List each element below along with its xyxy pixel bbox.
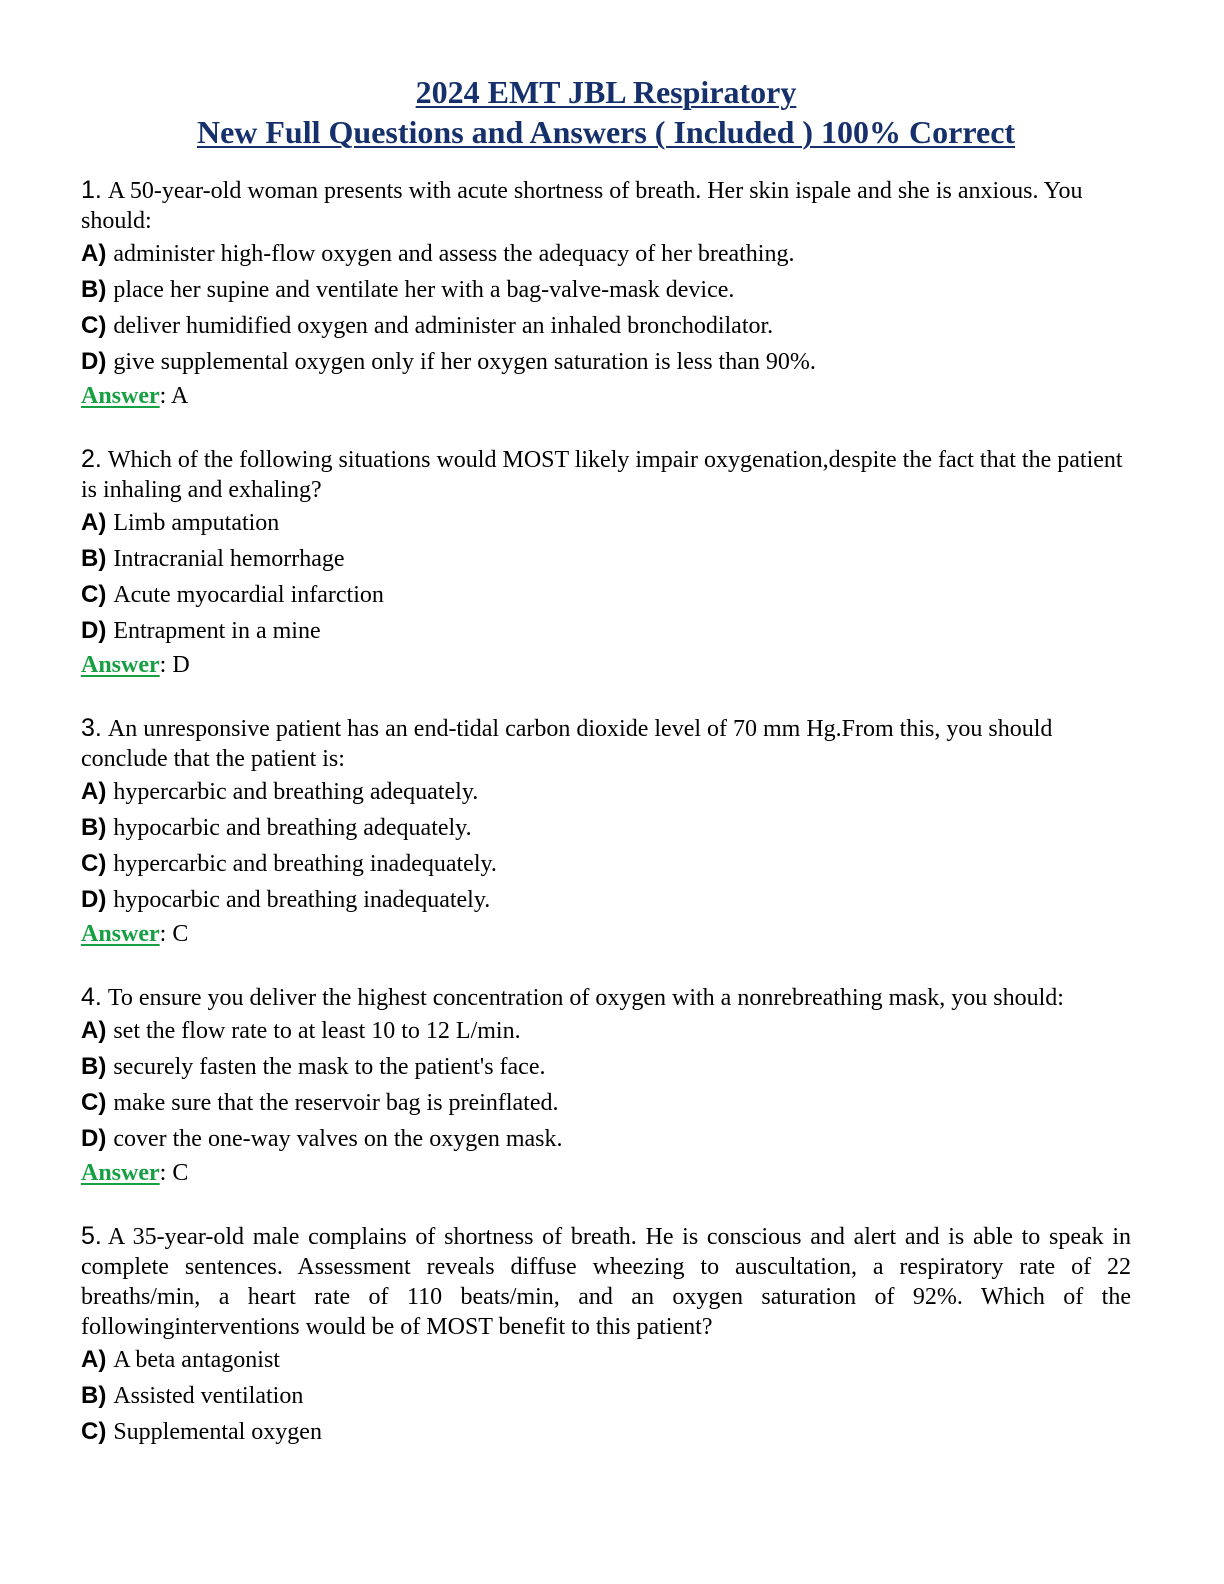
option-d <box>81 882 1131 918</box>
option-text: make sure that the reservoir bag is preinflated. <box>113 1090 559 1116</box>
question-text: A 50-year-old woman presents with acute shortness of breath. Her skin ispale and she is anxious. You should: <box>81 178 1083 234</box>
option-c <box>81 1414 1131 1450</box>
question-text: An unresponsive patient has an end-tidal carbon dioxide level of 70 mm Hg.From this, you should conclude that the patient is: <box>81 716 1053 772</box>
title-line-2: New Full Questions and Answers ( Included ) 100% Correct <box>196 114 1016 150</box>
option-c <box>81 846 1131 882</box>
option-b <box>81 541 1131 577</box>
option-letter: A) <box>81 509 107 536</box>
option-b <box>81 810 1131 846</box>
option-letter: D) <box>81 1125 107 1152</box>
option-text: Intracranial hemorrhage <box>113 546 345 572</box>
option-a <box>81 236 1131 272</box>
question-stem <box>81 175 1131 236</box>
option-letter: B) <box>81 545 107 572</box>
question-1 <box>81 175 1131 412</box>
option-letter: C) <box>81 850 107 877</box>
option-text: cover the one-way valves on the oxygen mask. <box>113 1126 563 1152</box>
option-d <box>81 1121 1131 1157</box>
option-text: A beta antagonist <box>113 1347 280 1373</box>
question-text: A 35-year-old male complains of shortness of breath. He is conscious and alert and is able to speak in complete sentences. Assessment reveals diffuse wheezing to auscultation, a respiratory rate of 22 breaths/min, a heart rate of 110 beats/min, and an oxygen saturation of 92%. Which of the followinginterventions would be of MOST benefit to this patient? <box>81 1224 1131 1340</box>
option-text: hypocarbic and breathing inadequately. <box>113 887 491 913</box>
option-d <box>81 613 1131 649</box>
option-letter: B) <box>81 276 107 303</box>
question-3 <box>81 713 1131 950</box>
option-text: deliver humidified oxygen and administer an inhaled bronchodilator. <box>113 313 774 339</box>
answer-line <box>81 380 1131 412</box>
option-letter: B) <box>81 1382 107 1409</box>
question-number: 2. <box>81 445 102 473</box>
answer-label: Answer <box>81 1160 160 1186</box>
option-a <box>81 505 1131 541</box>
option-a <box>81 1342 1131 1378</box>
option-letter: A) <box>81 1346 107 1373</box>
answer-separator: : <box>159 1160 173 1186</box>
option-letter: D) <box>81 348 107 375</box>
option-letter: B) <box>81 814 107 841</box>
option-text: hypocarbic and breathing adequately. <box>113 815 472 841</box>
question-2 <box>81 444 1131 681</box>
option-text: Acute myocardial infarction <box>113 582 384 608</box>
option-c <box>81 577 1131 613</box>
answer-separator: : <box>159 921 173 947</box>
question-text: To ensure you deliver the highest concentration of oxygen with a nonrebreathing mask, you should: <box>107 985 1064 1011</box>
option-text: administer high-flow oxygen and assess the adequacy of her breathing. <box>113 241 795 267</box>
answer-value: C <box>172 921 189 947</box>
option-text: Limb amputation <box>113 510 280 536</box>
title-line-1: 2024 EMT JBL Respiratory <box>415 74 797 110</box>
answer-label: Answer <box>81 652 160 678</box>
option-text: Assisted ventilation <box>113 1383 304 1409</box>
answer-separator: : <box>159 652 173 678</box>
option-text: hypercarbic and breathing adequately. <box>113 779 479 805</box>
answer-value: A <box>171 383 189 409</box>
option-text: securely fasten the mask to the patient's face. <box>113 1054 546 1080</box>
option-letter: D) <box>81 617 107 644</box>
option-letter: A) <box>81 1017 107 1044</box>
question-list <box>81 175 1131 1450</box>
answer-label: Answer <box>81 921 160 947</box>
question-5 <box>81 1221 1131 1450</box>
option-letter: D) <box>81 886 107 913</box>
option-a <box>81 1013 1131 1049</box>
answer-value: C <box>172 1160 189 1186</box>
option-b <box>81 272 1131 308</box>
document-page <box>81 72 1131 1482</box>
question-stem <box>81 713 1131 774</box>
option-letter: A) <box>81 778 107 805</box>
option-b <box>81 1378 1131 1414</box>
option-text: set the flow rate to at least 10 to 12 L/min. <box>113 1018 521 1044</box>
question-number: 3. <box>81 714 102 742</box>
question-stem <box>81 444 1131 505</box>
answer-line <box>81 918 1131 950</box>
option-letter: B) <box>81 1053 107 1080</box>
option-text: Entrapment in a mine <box>113 618 321 644</box>
option-letter: C) <box>81 312 107 339</box>
answer-separator: : <box>159 383 171 409</box>
question-text: Which of the following situations would MOST likely impair oxygenation,despite the fact that the patient is inhaling and exhaling? <box>81 447 1123 503</box>
question-number: 1. <box>81 176 102 204</box>
option-text: hypercarbic and breathing inadequately. <box>113 851 497 877</box>
option-a <box>81 774 1131 810</box>
answer-label: Answer <box>81 383 160 409</box>
option-text: place her supine and ventilate her with a bag-valve-mask device. <box>113 277 735 303</box>
option-b <box>81 1049 1131 1085</box>
document-title <box>71 72 1141 152</box>
question-stem <box>81 1221 1131 1342</box>
question-number: 5. <box>81 1222 102 1250</box>
option-c <box>81 1085 1131 1121</box>
option-text: give supplemental oxygen only if her oxygen saturation is less than 90%. <box>113 349 816 375</box>
question-stem <box>81 982 1131 1013</box>
option-letter: C) <box>81 1089 107 1116</box>
answer-value: D <box>172 652 190 678</box>
question-number: 4. <box>81 983 102 1011</box>
option-letter: C) <box>81 1418 107 1445</box>
option-letter: A) <box>81 240 107 267</box>
option-c <box>81 308 1131 344</box>
option-text: Supplemental oxygen <box>113 1419 322 1445</box>
question-4 <box>81 982 1131 1189</box>
answer-line <box>81 649 1131 681</box>
option-d <box>81 344 1131 380</box>
answer-line <box>81 1157 1131 1189</box>
option-letter: C) <box>81 581 107 608</box>
